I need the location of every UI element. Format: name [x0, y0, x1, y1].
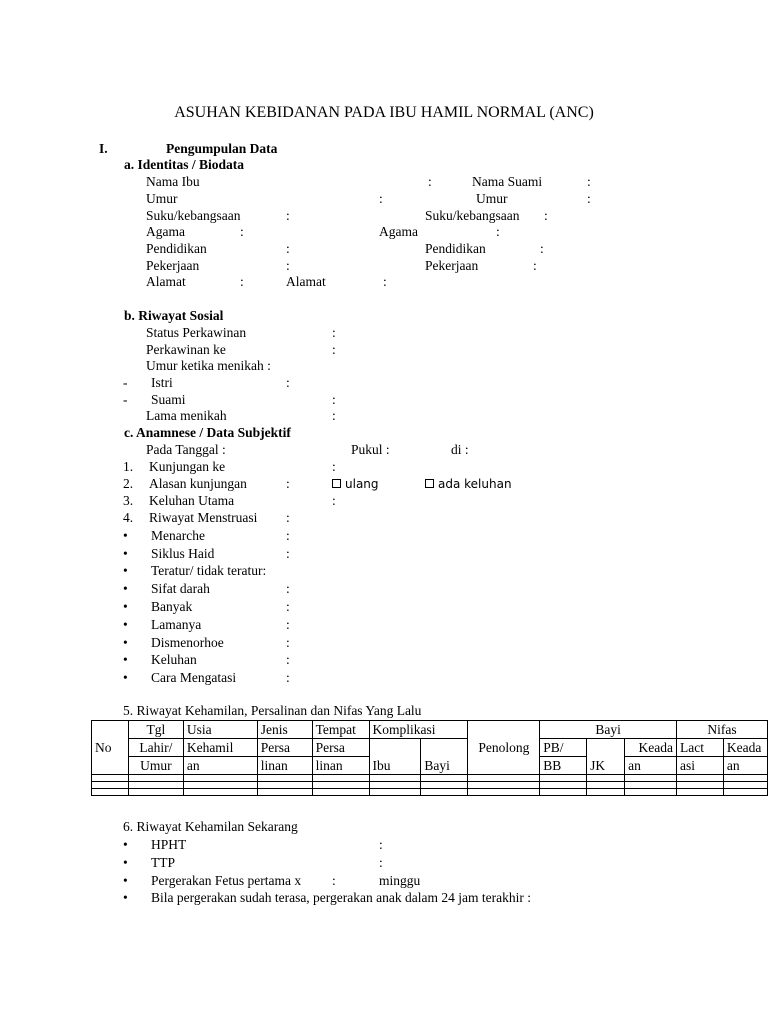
header-usia: Usia: [183, 721, 257, 739]
bullet: •: [123, 635, 128, 650]
ttp-label: TTP: [151, 855, 176, 870]
colon: :: [332, 342, 336, 357]
header-keadaan-bayi: an: [625, 757, 677, 775]
colon: :: [379, 837, 383, 852]
riwayat-kehamilan-table: [91, 720, 768, 796]
dismenorhoe-label: Dismenorhoe: [151, 635, 224, 650]
colon: :: [533, 258, 537, 273]
sosial-heading: b. Riwayat Sosial: [124, 308, 224, 323]
colon: :: [332, 873, 336, 888]
colon: :: [332, 459, 336, 474]
pekerjaan-ibu-label: Pekerjaan: [146, 258, 200, 273]
section-heading: Pengumpulan Data: [166, 141, 278, 156]
colon: :: [286, 581, 290, 596]
colon: :: [286, 546, 290, 561]
perkawinan-ke-label: Perkawinan ke: [146, 342, 226, 357]
siklus-haid-label: Siklus Haid: [151, 546, 215, 561]
suami-label: Suami: [151, 392, 186, 407]
pendidikan-ibu-label: Pendidikan: [146, 241, 207, 256]
alasan-kunjungan-label: Alasan kunjungan: [149, 476, 247, 491]
header-tgl: Lahir/: [128, 739, 183, 757]
colon: :: [240, 274, 244, 289]
colon: :: [286, 635, 290, 650]
header-tgl: Umur: [128, 757, 183, 775]
colon: :: [286, 208, 290, 223]
checkbox-icon[interactable]: [425, 479, 434, 488]
section-number: I.: [99, 141, 108, 156]
header-laktasi: asi: [677, 757, 724, 775]
nama-suami-label: Nama Suami: [472, 174, 543, 189]
bullet: •: [123, 837, 128, 852]
colon: :: [286, 476, 290, 491]
kunjungan-ke-label: Kunjungan ke: [149, 459, 226, 474]
colon: :: [379, 855, 383, 870]
colon: :: [286, 510, 290, 525]
colon: :: [332, 392, 336, 407]
header-keadaan-bayi: Keada: [625, 739, 677, 757]
header-tempat: linan: [312, 757, 369, 775]
bullet: •: [123, 528, 128, 543]
header-nifas-group: Nifas: [677, 721, 768, 739]
header-bayi-group: Bayi: [540, 721, 677, 739]
umur-suami-label: Umur: [476, 191, 508, 206]
colon: :: [286, 652, 290, 667]
item-number: 4.: [123, 510, 134, 525]
header-jenis: linan: [257, 757, 312, 775]
header-jk: JK: [587, 739, 625, 775]
colon: :: [587, 174, 591, 189]
bullet: •: [123, 670, 128, 685]
agama-ibu-label: Agama: [146, 224, 185, 239]
nama-ibu-label: Nama Ibu: [146, 174, 200, 189]
table-header-row: [92, 721, 768, 739]
header-usia: an: [183, 757, 257, 775]
keluhan-utama-label: Keluhan Utama: [149, 493, 235, 508]
colon: :: [286, 617, 290, 632]
header-pb: PB/: [540, 739, 587, 757]
colon: :: [286, 670, 290, 685]
riwayat-lalu-heading: 5. Riwayat Kehamilan, Persalinan dan Nifas Yang Lalu: [123, 703, 422, 718]
option-ulang-label: ulang: [345, 477, 379, 491]
table-row: [92, 782, 768, 789]
header-usia: Kehamil: [183, 739, 257, 757]
item-number: 1.: [123, 459, 134, 474]
table-row: [92, 775, 768, 782]
di-label: di :: [451, 442, 469, 457]
riwayat-menstruasi-label: Riwayat Menstruasi: [149, 510, 258, 525]
header-tempat: Persa: [312, 739, 369, 757]
header-komplikasi-bayi: Bayi: [421, 739, 468, 775]
colon: :: [286, 528, 290, 543]
colon: :: [540, 241, 544, 256]
colon: :: [332, 493, 336, 508]
bullet: •: [123, 563, 128, 578]
banyak-label: Banyak: [151, 599, 193, 614]
pergerakan-fetus-label: Pergerakan Fetus pertama x: [151, 873, 302, 888]
item-number: 3.: [123, 493, 134, 508]
colon: :: [240, 224, 244, 239]
menarche-label: Menarche: [151, 528, 205, 543]
lamanya-label: Lamanya: [151, 617, 202, 632]
document-title: ASUHAN KEBIDANAN PADA IBU HAMIL NORMAL (ANC): [174, 104, 594, 121]
colon: :: [544, 208, 548, 223]
pergerakan-24-jam-label: Bila pergerakan sudah terasa, pergerakan anak dalam 24 jam terakhir :: [151, 890, 531, 905]
option-ada-keluhan-label: ada keluhan: [438, 477, 512, 491]
alamat-ibu-label: Alamat: [146, 274, 186, 289]
bullet: •: [123, 890, 128, 905]
suku-suami-label: Suku/kebangsaan: [425, 208, 520, 223]
hpht-label: HPHT: [151, 837, 187, 852]
dash-marker: -: [123, 392, 128, 407]
pendidikan-suami-label: Pendidikan: [425, 241, 486, 256]
colon: :: [286, 599, 290, 614]
keluhan-label: Keluhan: [151, 652, 197, 667]
riwayat-sekarang-heading: 6. Riwayat Kehamilan Sekarang: [123, 819, 298, 834]
header-komplikasi-ibu: Ibu: [369, 739, 421, 775]
header-tgl: Tgl: [128, 721, 183, 739]
header-keadaan-nifas: Keada: [723, 739, 767, 757]
sifat-darah-label: Sifat darah: [151, 581, 210, 596]
option-ulang[interactable]: [332, 476, 379, 492]
colon: :: [496, 224, 500, 239]
suku-ibu-label: Suku/kebangsaan: [146, 208, 241, 223]
item-number: 2.: [123, 476, 134, 491]
table-header-row: [92, 739, 768, 757]
bullet: •: [123, 855, 128, 870]
header-penolong: Penolong: [468, 721, 540, 775]
colon: :: [587, 191, 591, 206]
dash-marker: -: [123, 375, 128, 390]
header-jenis: Jenis: [257, 721, 312, 739]
bullet: •: [123, 652, 128, 667]
header-keadaan-nifas: an: [723, 757, 767, 775]
umur-menikah-label: Umur ketika menikah :: [146, 358, 271, 373]
header-tempat: Tempat: [312, 721, 369, 739]
teratur-label: Teratur/ tidak teratur:: [151, 563, 267, 578]
bullet: •: [123, 617, 128, 632]
colon: :: [428, 174, 432, 189]
header-pb: BB: [540, 757, 587, 775]
bullet: •: [123, 581, 128, 596]
header-no: No: [92, 721, 129, 775]
istri-label: Istri: [151, 375, 173, 390]
pukul-label: Pukul :: [351, 442, 390, 457]
bullet: •: [123, 546, 128, 561]
lama-menikah-label: Lama menikah: [146, 408, 227, 423]
colon: :: [383, 274, 387, 289]
alamat-suami-label: Alamat: [286, 274, 326, 289]
colon: :: [379, 191, 383, 206]
pekerjaan-suami-label: Pekerjaan: [425, 258, 479, 273]
header-laktasi: Lact: [677, 739, 724, 757]
header-komplikasi: Komplikasi: [369, 721, 468, 739]
checkbox-icon[interactable]: [332, 479, 341, 488]
colon: :: [332, 408, 336, 423]
identitas-heading: a. Identitas / Biodata: [124, 157, 245, 172]
minggu-label: minggu: [379, 873, 421, 888]
pada-tanggal-label: Pada Tanggal :: [146, 442, 226, 457]
bullet: •: [123, 873, 128, 888]
bullet: •: [123, 599, 128, 614]
umur-ibu-label: Umur: [146, 191, 178, 206]
anamnese-heading: c. Anamnese / Data Subjektif: [124, 425, 291, 440]
cara-mengatasi-label: Cara Mengatasi: [151, 670, 237, 685]
table-row: [92, 789, 768, 796]
status-perkawinan-label: Status Perkawinan: [146, 325, 247, 340]
colon: :: [332, 325, 336, 340]
colon: :: [286, 258, 290, 273]
header-jenis: Persa: [257, 739, 312, 757]
colon: :: [286, 241, 290, 256]
colon: :: [286, 375, 290, 390]
option-ada-keluhan[interactable]: [425, 476, 512, 492]
agama-suami-label: Agama: [379, 224, 418, 239]
